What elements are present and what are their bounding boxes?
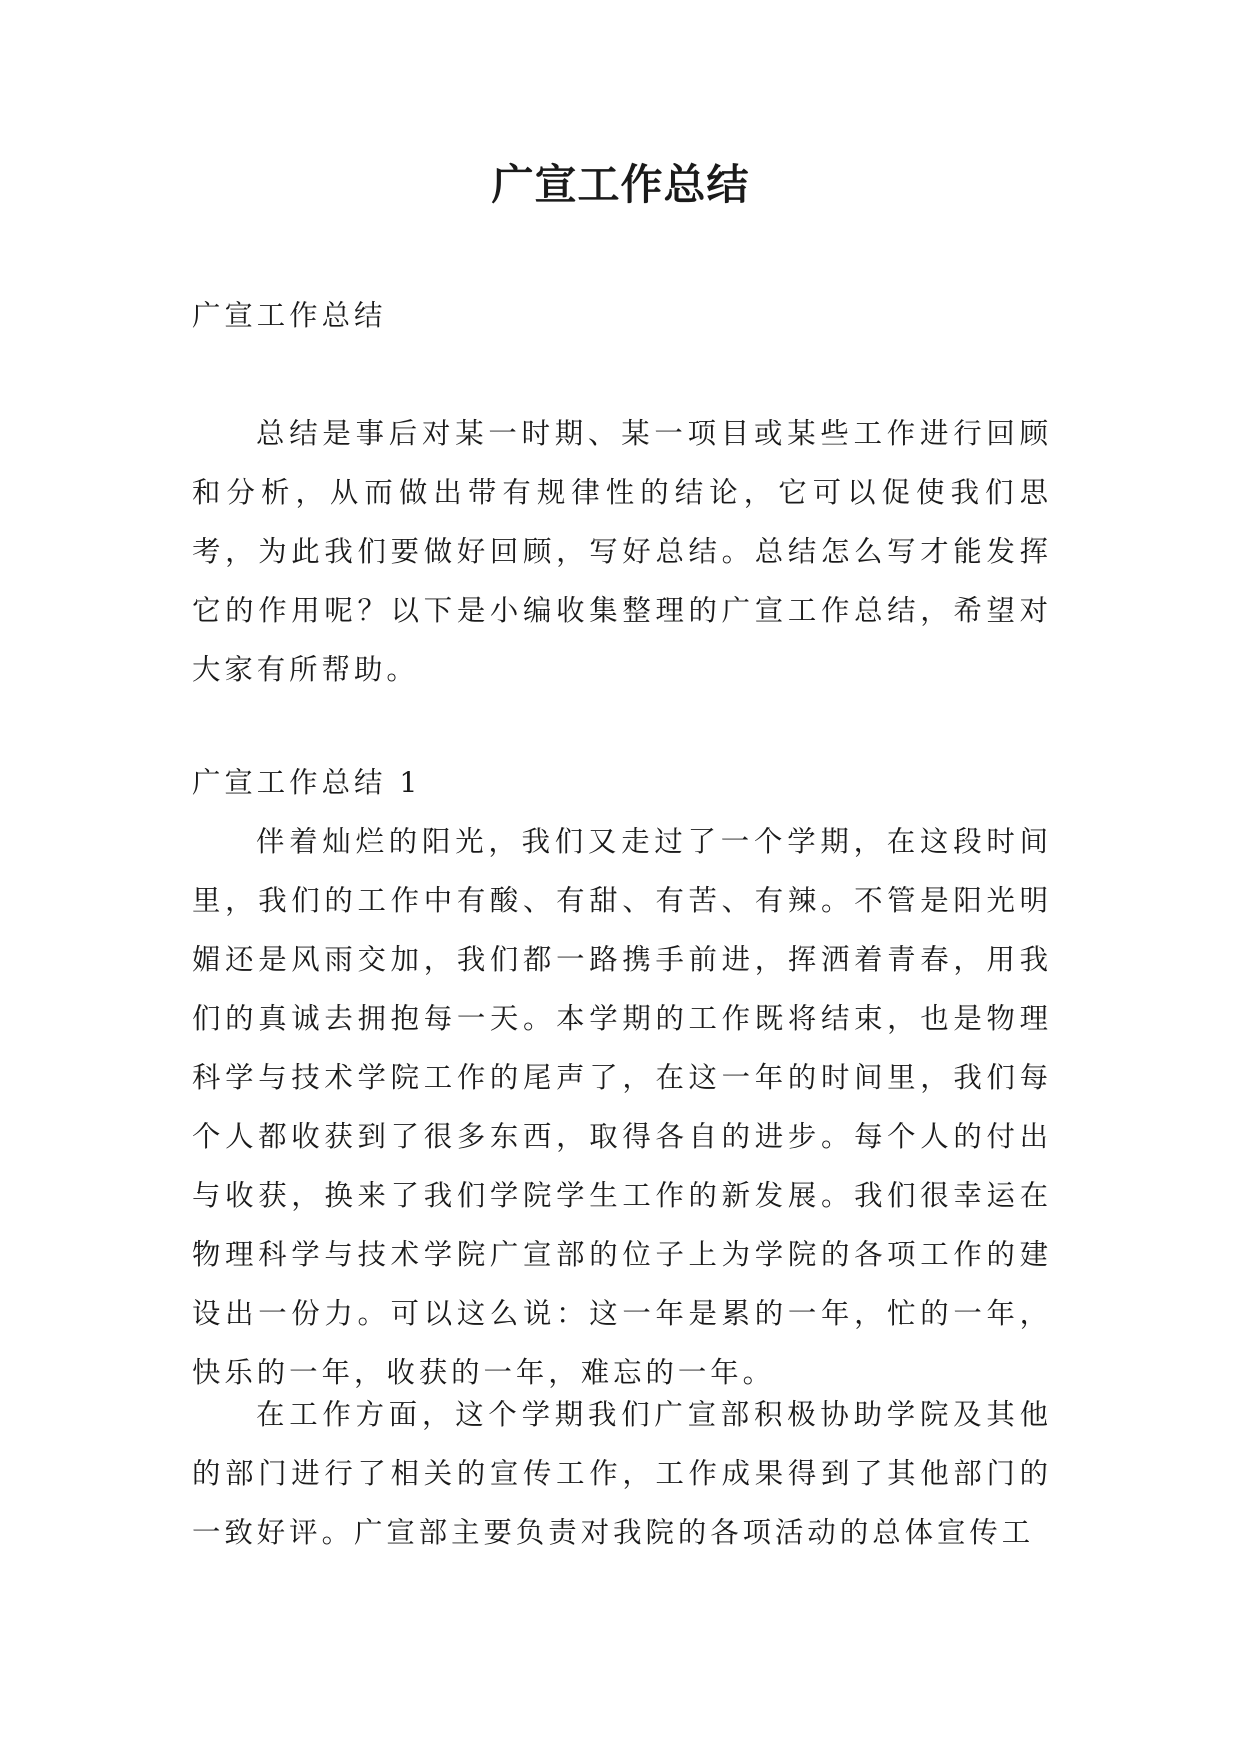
document-title: 广宣工作总结 bbox=[491, 160, 750, 209]
document-subtitle: 广宣工作总结 bbox=[192, 299, 387, 332]
body-paragraph-1: 伴着灿烂的阳光，我们又走过了一个学期，在这段时间里，我们的工作中有酸、有甜、有苦、有辣。不管是阳光明媚还是风雨交加，我们都一路携手前进，挥洒着青春，用我们的真诚去拥抱每一天。本学期的工作既将结束，也是物理科学与技术学院工作的尾声了，在这一年的时间里，我们每个人都收获到了很多东西，取得各自的进步。每个人的付出与收获，换来了我们学院学生工作的新发展。我们很幸运在物理科学与技术学院广宣部的位子上为学院的各项工作的建设出一份力。可以这么说：这一年是累的一年，忙的一年，快乐的一年，收获的一年，难忘的一年。 bbox=[192, 825, 1052, 1389]
body-paragraph-2: 在工作方面，这个学期我们广宣部积极协助学院及其他的部门进行了相关的宣传工作，工作成果得到了其他部门的一致好评。广宣部主要负责对我院的各项活动的总体宣传工 bbox=[192, 1398, 1052, 1549]
intro-paragraph: 总结是事后对某一时期、某一项目或某些工作进行回顾和分析，从而做出带有规律性的结论，它可以促使我们思考，为此我们要做好回顾，写好总结。总结怎么写才能发挥它的作用呢？以下是小编收集整理的广宣工作总结，希望对大家有所帮助。 bbox=[192, 417, 1052, 686]
section-heading: 广宣工作总结 1 bbox=[192, 766, 422, 799]
